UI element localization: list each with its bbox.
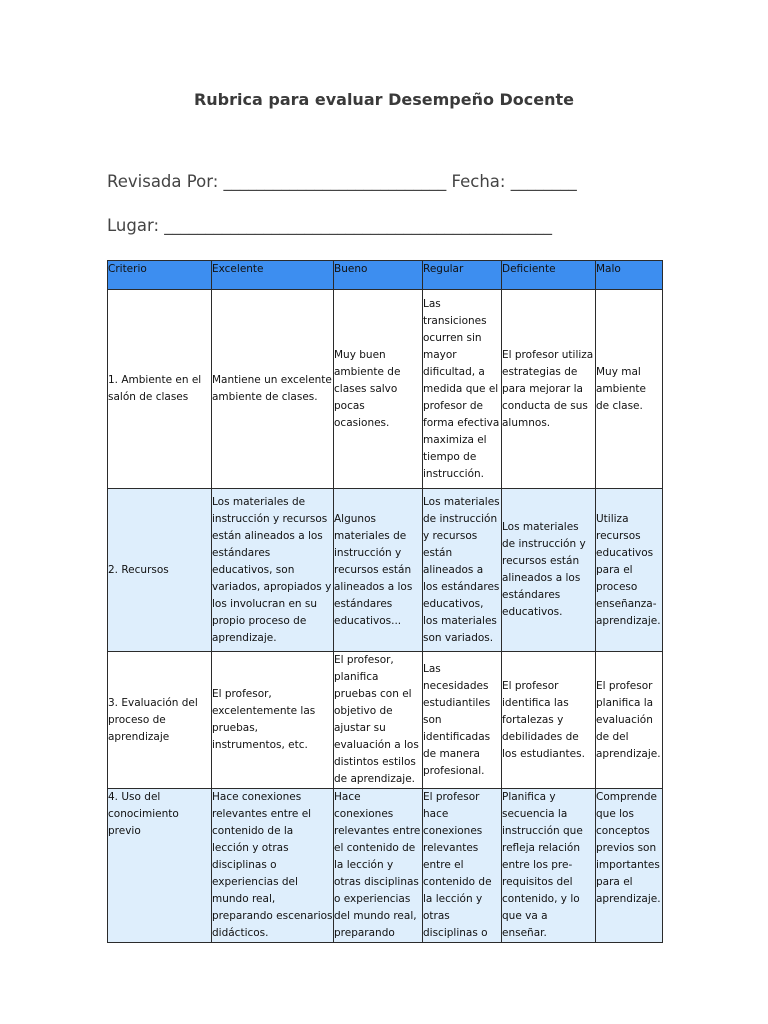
- table-row: [108, 789, 663, 943]
- cell-criterio: 1. Ambiente en el salón de clases: [108, 290, 212, 489]
- header-bueno: Bueno: [334, 261, 423, 290]
- lugar-line: Lugar: _______________________________________________: [107, 216, 552, 235]
- cell-excelente: Los materiales de instrucción y recursos están alineados a los estándares educativos, son variados, apropiados y los involucran en su propio proceso de aprendizaje.: [212, 489, 334, 652]
- cell-malo: El profesor planifica la evaluación de del aprendizaje.: [596, 652, 663, 789]
- cell-malo: Utiliza recursos educativos para el proceso enseñanza-aprendizaje.: [596, 489, 663, 652]
- revisada-por-fecha-line: Revisada Por: ___________________________ Fecha: ________: [107, 172, 577, 191]
- header-regular: Regular: [423, 261, 502, 290]
- cell-bueno: Hace conexiones relevantes entre el contenido de la lección y otras disciplinas o experiencias del mundo real, preparando: [334, 789, 423, 943]
- cell-criterio: 3. Evaluación del proceso de aprendizaje: [108, 652, 212, 789]
- header-criterio: Criterio: [108, 261, 212, 290]
- cell-regular: Las transiciones ocurren sin mayor dificultad, a medida que el profesor de forma efectiva maximiza el tiempo de instrucción.: [423, 290, 502, 489]
- page-title: Rubrica para evaluar Desempeño Docente: [193, 90, 575, 109]
- cell-criterio: 4. Uso del conocimiento previo: [108, 789, 212, 943]
- cell-regular: Los materiales de instrucción y recursos están alineados a los estándares educativos, los materiales son variados.: [423, 489, 502, 652]
- cell-deficiente: Planifica y secuencia la instrucción que refleja relación entre los pre-requisitos del contenido, y lo que va a enseñar.: [502, 789, 596, 943]
- cell-bueno: Muy buen ambiente de clases salvo pocas ocasiones.: [334, 290, 423, 489]
- table-row: [108, 652, 663, 789]
- cell-excelente: Hace conexiones relevantes entre el contenido de la lección y otras disciplinas o experiencias del mundo real, preparando escenarios didácticos.: [212, 789, 334, 943]
- header-excelente: Excelente: [212, 261, 334, 290]
- cell-deficiente: Los materiales de instrucción y recursos están alineados a los estándares educativos.: [502, 489, 596, 652]
- cell-malo: Comprende que los conceptos previos son importantes para el aprendizaje.: [596, 789, 663, 943]
- cell-regular: El profesor hace conexiones relevantes entre el contenido de la lección y otras disciplinas o: [423, 789, 502, 943]
- cell-deficiente: El profesor utiliza estrategias de para mejorar la conducta de sus alumnos.: [502, 290, 596, 489]
- cell-regular: Las necesidades estudiantiles son identificadas de manera profesional.: [423, 652, 502, 789]
- cell-criterio: 2. Recursos: [108, 489, 212, 652]
- table-row: [108, 290, 663, 489]
- cell-excelente: Mantiene un excelente ambiente de clases.: [212, 290, 334, 489]
- table-header-row: [108, 261, 663, 290]
- cell-bueno: El profesor, planifica pruebas con el objetivo de ajustar su evaluación a los distintos estilos de aprendizaje.: [334, 652, 423, 789]
- cell-excelente: El profesor, excelentemente las pruebas, instrumentos, etc.: [212, 652, 334, 789]
- rubric-table: [107, 260, 663, 943]
- cell-deficiente: El profesor identifica las fortalezas y debilidades de los estudiantes.: [502, 652, 596, 789]
- cell-bueno: Algunos materiales de instrucción y recursos están alineados a los estándares educativos...: [334, 489, 423, 652]
- table-row: [108, 489, 663, 652]
- cell-malo: Muy mal ambiente de clase.: [596, 290, 663, 489]
- header-deficiente: Deficiente: [502, 261, 596, 290]
- header-malo: Malo: [596, 261, 663, 290]
